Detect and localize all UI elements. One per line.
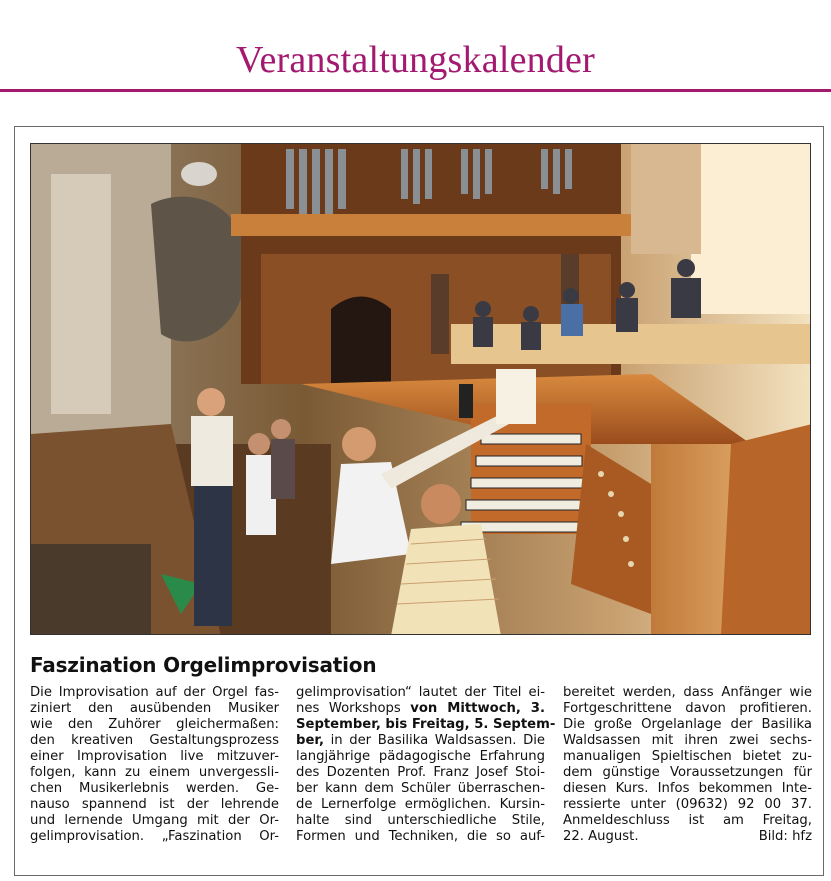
plain-text: halte sind unterschiedliche Stile, (296, 813, 545, 828)
text-line (296, 765, 545, 781)
text-line (296, 701, 545, 717)
text-line (563, 733, 812, 749)
text-line (563, 781, 812, 797)
text-line (30, 701, 279, 717)
section-title: Veranstaltungskalender (236, 39, 595, 81)
plain-text: chen Musikerlebnis werden. Ge- (30, 781, 279, 796)
text-line (30, 685, 279, 701)
plain-text: einer Improvisation live mitzuver- (30, 749, 279, 764)
text-line (563, 813, 812, 829)
text-line (30, 765, 279, 781)
text-line (563, 797, 812, 813)
article-photo (30, 143, 811, 635)
plain-text: Die große Orgelanlage der Basilika (563, 717, 812, 732)
plain-text: Anmeldeschluss ist am Freitag, (563, 813, 812, 828)
plain-text: Waldsassen mit ihren zwei sechs- (563, 733, 812, 748)
organ-photo-illustration (31, 144, 811, 635)
plain-text: des Dozenten Prof. Franz Josef Stoi- (296, 765, 545, 780)
text-line (296, 829, 545, 845)
plain-text: nauso spannend ist der lehrende (30, 797, 279, 812)
plain-text: gelimprovisation“ lautet der Titel ei- (296, 685, 545, 700)
article-column-1 (30, 685, 279, 845)
text-line (30, 781, 279, 797)
plain-text: den kreativen Gestaltungsprozess (30, 733, 279, 748)
plain-text: ressierte unter (09632) 92 00 37. (563, 797, 812, 812)
text-line (296, 813, 545, 829)
article-headline: Faszination Orgelimprovisation (30, 653, 377, 677)
text-line (563, 765, 812, 781)
text-line (296, 749, 545, 765)
plain-text: bereitet werden, dass Anfänger wie (563, 685, 812, 700)
plain-text: Die Improvisation auf der Orgel fas- (30, 685, 279, 700)
plain-text: langjährige pädagogische Erfahrung (296, 749, 545, 764)
plain-text: ziniert den ausübenden Musiker (30, 701, 279, 716)
plain-text: dem günstige Voraussetzungen für (563, 765, 812, 780)
article-box (14, 126, 824, 876)
article-column-3 (563, 685, 812, 845)
plain-text: und lernende Umgang mit der Or- (30, 813, 279, 828)
text-line (563, 749, 812, 765)
text-line (30, 749, 279, 765)
text-line (296, 797, 545, 813)
text-line (30, 717, 279, 733)
text-line (563, 701, 812, 717)
text-line (296, 733, 545, 749)
article-column-2 (296, 685, 556, 845)
credit-row (563, 829, 812, 845)
plain-text: de Lernerfolge ermöglichen. Kursin- (296, 797, 545, 812)
text-line (563, 717, 812, 733)
text-line (563, 685, 812, 701)
plain-text: folgen, kann zu einem unvergessli- (30, 765, 279, 780)
text-line (30, 829, 279, 845)
photo-credit: Bild: hfz (758, 829, 812, 844)
title-rule (0, 89, 831, 92)
plain-text: manualigen Spieltischen bietet zu- (563, 749, 812, 764)
closing-date-line: 22. August. (563, 829, 639, 844)
text-line (30, 733, 279, 749)
plain-text: nes Workshops (296, 701, 411, 716)
plain-text: in der Basilika Waldsassen. Die (323, 733, 545, 748)
bold-text: von Mittwoch, 3. (410, 701, 545, 716)
text-line (296, 781, 545, 797)
text-line (30, 813, 279, 829)
plain-text: Fortgeschrittene davon profitieren. (563, 701, 812, 716)
plain-text: diesen Kurs. Infos bekommen Inte- (563, 781, 812, 796)
article-column-3-lines (563, 685, 812, 829)
text-line (296, 717, 556, 733)
plain-text: ber kann dem Schüler überraschen- (296, 781, 545, 796)
plain-text: wie den Zuhörer gleichermaßen: (30, 717, 279, 732)
text-line (296, 685, 545, 701)
text-line (30, 797, 279, 813)
plain-text: Formen und Techniken, die so auf- (296, 829, 545, 844)
bold-text: ber, (296, 733, 324, 748)
plain-text: gelimprovisation. „Faszination Or- (30, 829, 279, 844)
bold-text: September, bis Freitag, 5. Septem- (296, 717, 556, 732)
